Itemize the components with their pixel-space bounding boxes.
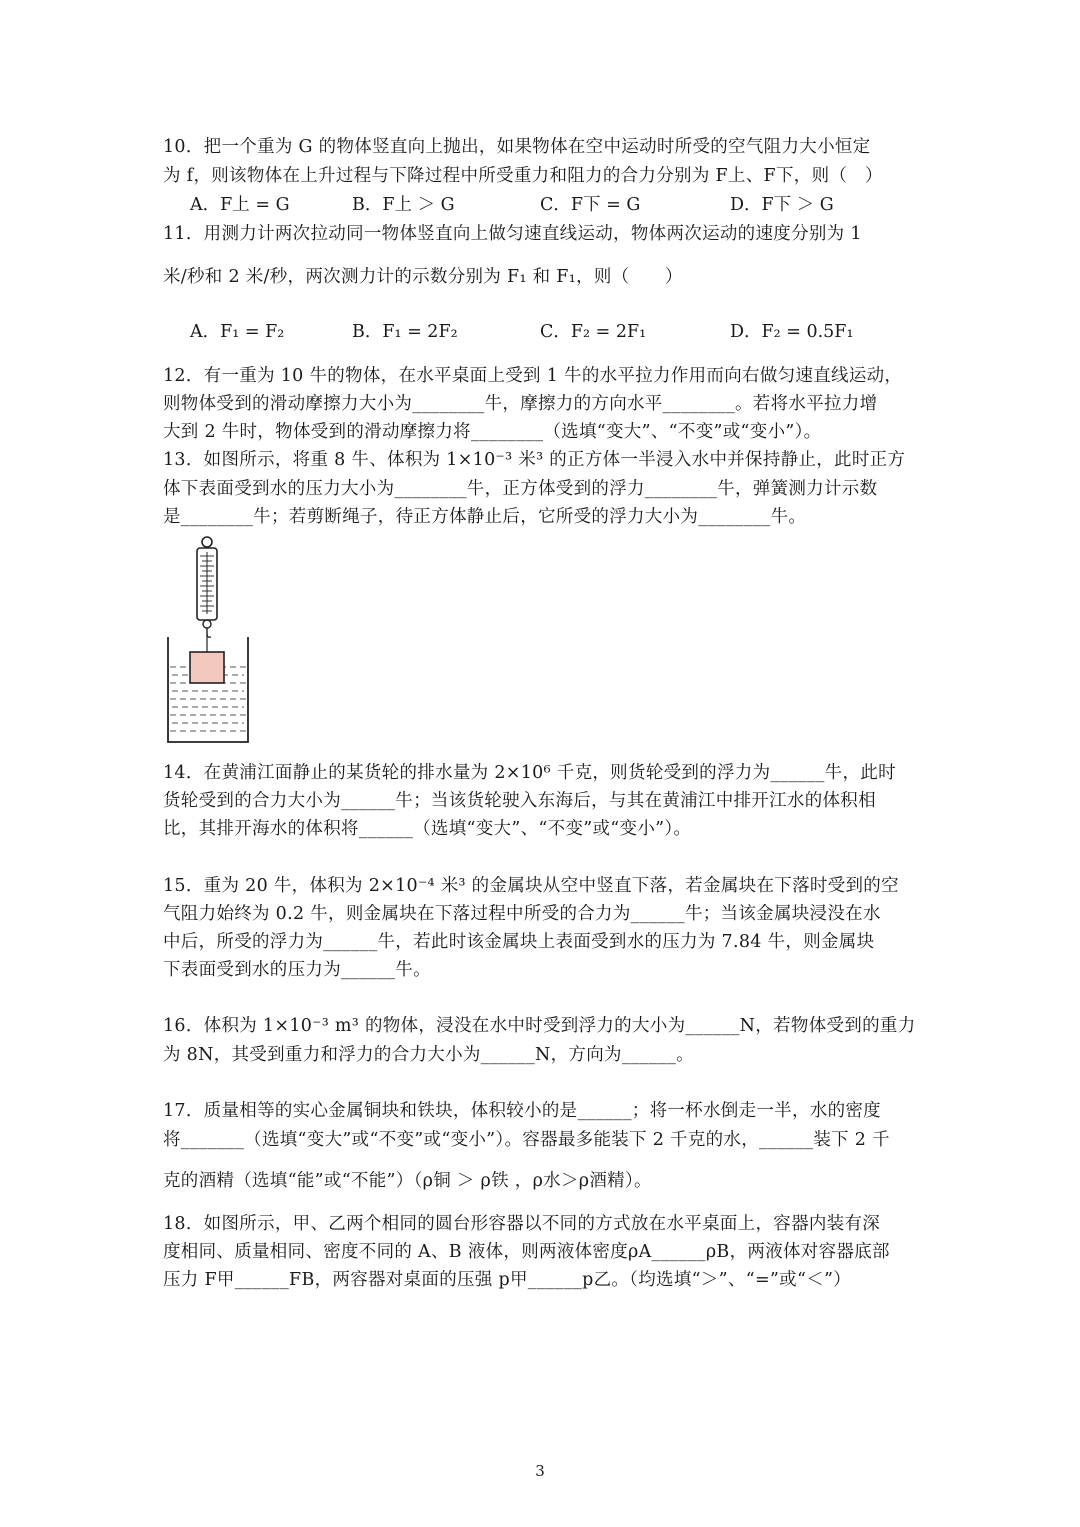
q11-option-b: B．F₁ = 2F₂: [352, 322, 458, 342]
q15-line-1: 15．重为 20 牛，体积为 2×10⁻⁴ 米³ 的金属块从空中竖直下落，若金属块在下落时受到的空: [163, 876, 899, 896]
q16-line-1: 16．体积为 1×10⁻³ m³ 的物体，浸没在水中时受到浮力的大小为______N，若物体受到的重力: [163, 1016, 916, 1036]
q15-line-4: 下表面受到水的压力为______牛。: [163, 960, 431, 980]
q10-line-2: 为 f，则该物体在上升过程与下降过程中所受重力和阻力的合力分别为 F上、F下，则（ ）: [163, 166, 883, 186]
q10-option-a: A．F上 = G: [190, 195, 290, 215]
q11-line-2: 米/秒和 2 米/秒，两次测力计的示数分别为 F₁ 和 F₁，则（ ）: [163, 267, 683, 287]
q17-line-2: 将_______（选填“变大”或“不变”或“变小”）。容器最多能装下 2 千克的水，______装下 2 千: [163, 1130, 890, 1150]
q18-line-1: 18．如图所示，甲、乙两个相同的圆台形容器以不同的方式放在水平桌面上，容器内装有深: [163, 1214, 881, 1234]
spring-scale-beaker-figure: [160, 534, 260, 746]
q12-line-3: 大到 2 牛时，物体受到的滑动摩擦力将________（选填“变大”、“不变”或“变小”）。: [163, 422, 822, 442]
q15-line-2: 气阻力始终为 0.2 牛，则金属块在下落过程中所受的合力为______牛；当该金属块浸没在水: [163, 904, 881, 924]
q10-option-c: C．F下 = G: [540, 195, 641, 215]
q11-line-1: 11．用测力计两次拉动同一物体竖直向上做匀速直线运动，物体两次运动的速度分别为 1: [163, 224, 862, 244]
q11-option-c: C．F₂ = 2F₁: [540, 322, 647, 342]
q14-line-3: 比，其排开海水的体积将______（选填“变大”、“不变”或“变小”）。: [163, 819, 692, 839]
page-number: 3: [535, 1462, 545, 1480]
q11-option-a: A．F₁ = F₂: [190, 322, 285, 342]
q12-line-1: 12．有一重为 10 牛的物体，在水平桌面上受到 1 牛的水平拉力作用而向右做匀速直线运动，: [163, 366, 903, 386]
q13-line-3: 是________牛；若剪断绳子，待正方体静止后，它所受的浮力大小为________牛。: [163, 507, 807, 527]
q14-line-2: 货轮受到的合力大小为______牛；当该货轮驶入东海后，与其在黄浦江中排开江水的体积相: [163, 791, 876, 811]
q18-line-3: 压力 F甲______FB，两容器对桌面的压强 p甲______p乙。（均选填“＞”、“=”或“＜”）: [163, 1270, 852, 1290]
q10-line-1: 10．把一个重为 G 的物体竖直向上抛出，如果物体在空中运动时所受的空气阻力大小恒定: [163, 137, 871, 157]
q17-line-1: 17．质量相等的实心金属铜块和铁块，体积较小的是______；将一杯水倒走一半，水的密度: [163, 1101, 881, 1121]
q18-line-2: 度相同、质量相同、密度不同的 A、B 液体，则两液体密度ρA______ρB，两液体对容器底部: [163, 1242, 890, 1262]
q17-line-3: 克的酒精（选填“能”或“不能”）（ρ铜 ＞ ρ铁 ，ρ水＞ρ酒精）。: [163, 1171, 652, 1191]
q15-line-3: 中后，所受的浮力为______牛，若此时该金属块上表面受到水的压力为 7.84 牛，则金属块: [163, 932, 875, 952]
q13-line-2: 体下表面受到水的压力大小为________牛，正方体受到的浮力________牛，弹簧测力计示数: [163, 479, 878, 499]
q13-line-1: 13．如图所示，将重 8 牛、体积为 1×10⁻³ 米³ 的正方体一半浸入水中并保持静止，此时正方: [163, 450, 906, 470]
q10-option-b: B．F上 ＞ G: [352, 195, 455, 215]
q10-option-d: D．F下 ＞ G: [730, 195, 834, 215]
q11-option-d: D．F₂ = 0.5F₁: [730, 322, 854, 342]
q12-line-2: 则物体受到的滑动摩擦力大小为________牛，摩擦力的方向水平________。若将水平拉力增: [163, 394, 878, 414]
q16-line-2: 为 8N，其受到重力和浮力的合力大小为______N，方向为______。: [163, 1045, 694, 1065]
q14-line-1: 14．在黄浦江面静止的某货轮的排水量为 2×10⁶ 千克，则货轮受到的浮力为______牛，此时: [163, 763, 896, 783]
